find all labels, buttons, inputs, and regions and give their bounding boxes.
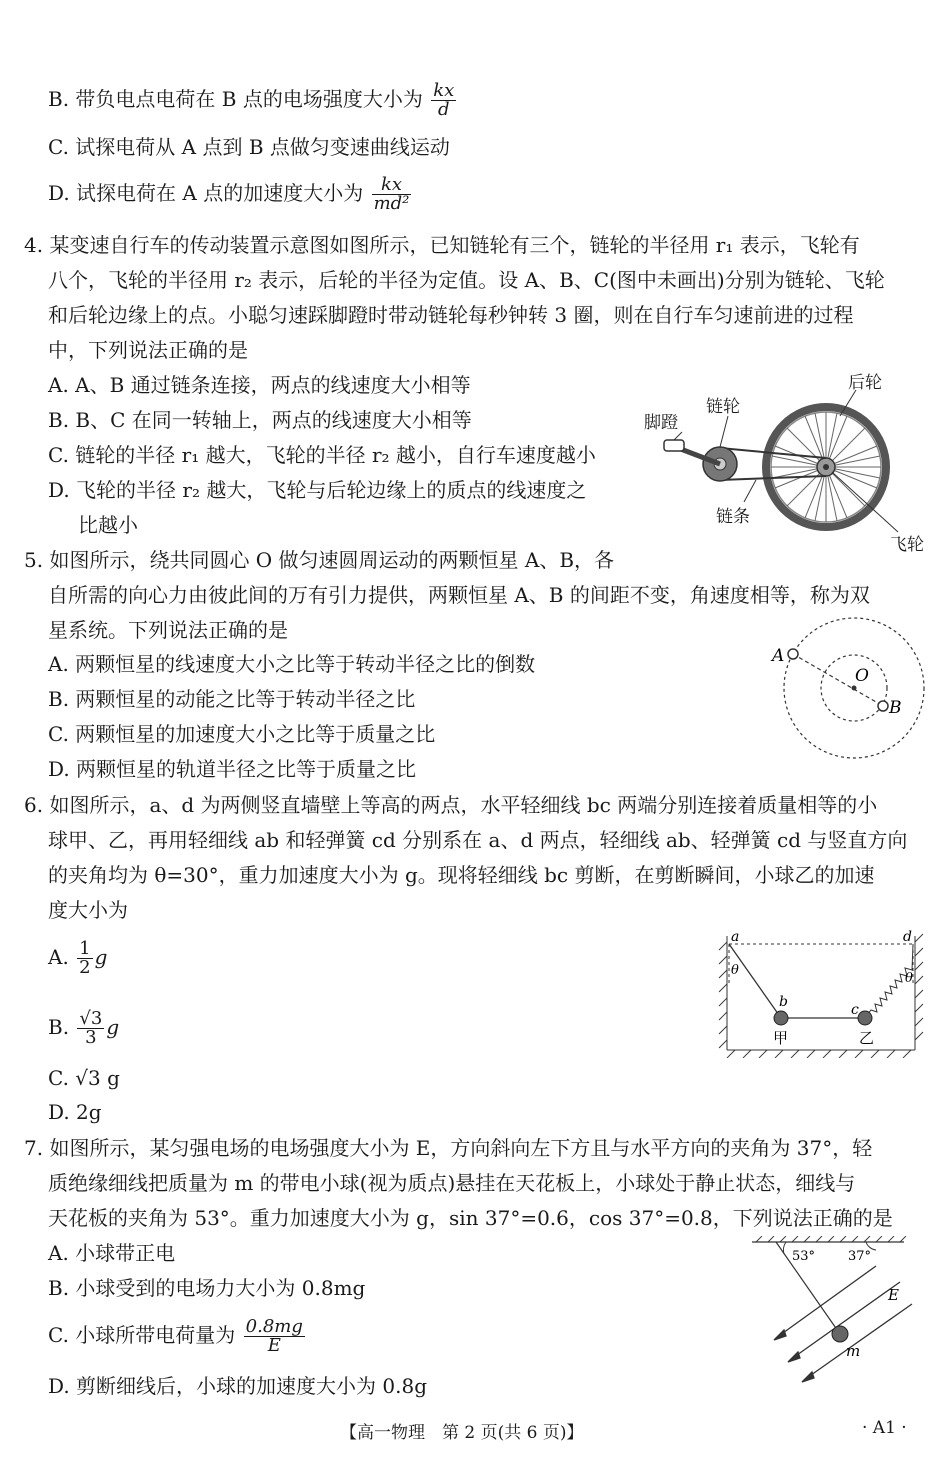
q7-option-d: D. 剪断细线后，小球的加速度大小为 0.8g bbox=[48, 1374, 428, 1398]
label-angle-53: 53° bbox=[792, 1249, 816, 1264]
q4-option-b: B. B、C 在同一转轴上，两点的线速度大小相等 bbox=[48, 408, 472, 432]
q6-option-d: D. 2g bbox=[48, 1100, 102, 1124]
q7-stem-2: 质绝缘细线把质量为 m 的带电小球(视为质点)悬挂在天花板上，小球处于静止状态，细线与 bbox=[48, 1171, 856, 1195]
label-mass-m: m bbox=[846, 1342, 861, 1360]
page-footer bbox=[0, 1418, 950, 1444]
binary-star-figure bbox=[760, 608, 940, 778]
footer-center: 【高一物理 第 2 页(共 6 页)】 bbox=[340, 1423, 584, 1443]
label-point-a: a bbox=[731, 929, 740, 945]
q6-stem-1: 6. 如图所示，a、d 为两侧竖直墙壁上等高的两点，水平轻细线 bc 两端分别连接着质量相等的小 bbox=[24, 793, 878, 817]
label-ball-jia: 甲 bbox=[773, 1029, 789, 1047]
label-center-o: O bbox=[855, 666, 869, 686]
label-point-b: b bbox=[779, 994, 788, 1010]
q6-option-c: C. √3 g bbox=[48, 1066, 120, 1090]
label-pedal: 脚蹬 bbox=[644, 413, 678, 433]
bicycle-transmission-figure bbox=[640, 368, 940, 558]
label-point-c: c bbox=[851, 1002, 859, 1018]
label-point-d: d bbox=[903, 929, 912, 945]
q7-stem-1: 7. 如图所示，某匀强电场的电场强度大小为 E，方向斜向左下方且与水平方向的夹角为 37°，轻 bbox=[24, 1136, 873, 1160]
label-flywheel: 飞轮 bbox=[890, 535, 924, 555]
q6-a-fraction: $\frac{1}{2}$ bbox=[79, 938, 91, 978]
label-field-e: E bbox=[888, 1286, 899, 1304]
label-theta-right: θ bbox=[905, 971, 913, 986]
electric-field-figure bbox=[748, 1236, 918, 1384]
q5-stem-1: 5. 如图所示，绕共同圆心 O 做匀速圆周运动的两颗恒星 A、B，各 bbox=[24, 548, 615, 572]
q5-option-c: C. 两颗恒星的加速度大小之比等于质量之比 bbox=[48, 722, 436, 746]
footer-right: · A1 · bbox=[862, 1418, 907, 1438]
label-chain: 链条 bbox=[716, 507, 750, 527]
label-angle-37: 37° bbox=[848, 1249, 872, 1264]
label-star-a: A bbox=[772, 646, 785, 666]
q4-stem-1: 4. 某变速自行车的传动装置示意图如图所示，已知链轮有三个，链轮的半径用 r₁ 表示，飞轮有 bbox=[24, 233, 860, 257]
q7-c-fraction: $\frac{0.8mg}{E}$ bbox=[245, 1316, 303, 1356]
label-ball-yi: 乙 bbox=[859, 1029, 875, 1047]
q6-stem-2: 球甲、乙，再用轻细线 ab 和轻弹簧 cd 分别系在 a、d 两点，轻细线 ab、轻弹簧 cd 与竖直方向 bbox=[48, 828, 908, 852]
q4-option-d-1: D. 飞轮的半径 r₂ 越大，飞轮与后轮边缘上的质点的线速度之 bbox=[48, 478, 587, 502]
q4-stem-3: 和后轮边缘上的点。小聪匀速踩脚蹬时带动链轮每秒钟转 3 圈，则在自行车匀速前进的过程 bbox=[48, 303, 854, 327]
q5-stem-2: 自所需的向心力由彼此间的万有引力提供，两颗恒星 A、B 的间距不变，角速度相等，称为双 bbox=[48, 583, 870, 607]
label-chainring: 链轮 bbox=[706, 397, 740, 417]
q5-option-d: D. 两颗恒星的轨道半径之比等于质量之比 bbox=[48, 757, 417, 781]
q6-stem-3: 的夹角均为 θ=30°，重力加速度大小为 g。现将轻细线 bc 剪断，在剪断瞬间，小球乙的加速 bbox=[48, 863, 875, 887]
q6-b-fraction: $\frac{√3}{3}$ bbox=[79, 1008, 103, 1048]
q6-option-b: B. $\frac{√3}{3}$ g bbox=[48, 1008, 120, 1048]
q4-option-d-2: 比越小 bbox=[78, 513, 138, 537]
label-rear-wheel: 后轮 bbox=[848, 373, 882, 393]
q3-option-b: B. 带负电点电荷在 B 点的电场强度大小为 $\frac{kx}{d}$ bbox=[48, 80, 455, 120]
q4-stem-4: 中，下列说法正确的是 bbox=[48, 338, 248, 362]
q7-option-a: A. 小球带正电 bbox=[48, 1241, 176, 1265]
q5-stem-3: 星系统。下列说法正确的是 bbox=[48, 618, 288, 642]
q5-option-a: A. 两颗恒星的线速度大小之比等于转动半径之比的倒数 bbox=[48, 652, 536, 676]
q6-option-a: A. $\frac{1}{2}$ g bbox=[48, 938, 108, 978]
q3-b-fraction: $\frac{kx}{d}$ bbox=[433, 80, 455, 120]
q6-stem-4: 度大小为 bbox=[48, 898, 128, 922]
q7-option-c: C. 小球所带电荷量为 $\frac{0.8mg}{E}$ bbox=[48, 1316, 303, 1356]
label-theta-left: θ bbox=[731, 963, 739, 978]
q4-option-c: C. 链轮的半径 r₁ 越大，飞轮的半径 r₂ 越小，自行车速度越小 bbox=[48, 443, 596, 467]
q3-option-d: D. 试探电荷在 A 点的加速度大小为 $\frac{kx}{\text{md²}}$ bbox=[48, 174, 410, 214]
q4-stem-2: 八个，飞轮的半径用 r₂ 表示，后轮的半径为定值。设 A、B、C(图中未画出)分别为链轮、飞轮 bbox=[48, 268, 885, 292]
q7-option-b: B. 小球受到的电场力大小为 0.8mg bbox=[48, 1276, 366, 1300]
label-star-b: B bbox=[889, 698, 902, 718]
q3-d-fraction: $\frac{kx}{\text{md²}}$ bbox=[373, 174, 410, 214]
spring-string-figure bbox=[715, 926, 927, 1058]
q3-option-c: C. 试探电荷从 A 点到 B 点做匀变速曲线运动 bbox=[48, 135, 450, 159]
q7-stem-3: 天花板的夹角为 53°。重力加速度大小为 g，sin 37°=0.6，cos 37°=0.8，下列说法正确的是 bbox=[48, 1206, 893, 1230]
q5-option-b: B. 两颗恒星的动能之比等于转动半径之比 bbox=[48, 687, 416, 711]
q4-option-a: A. A、B 通过链条连接，两点的线速度大小相等 bbox=[48, 373, 471, 397]
